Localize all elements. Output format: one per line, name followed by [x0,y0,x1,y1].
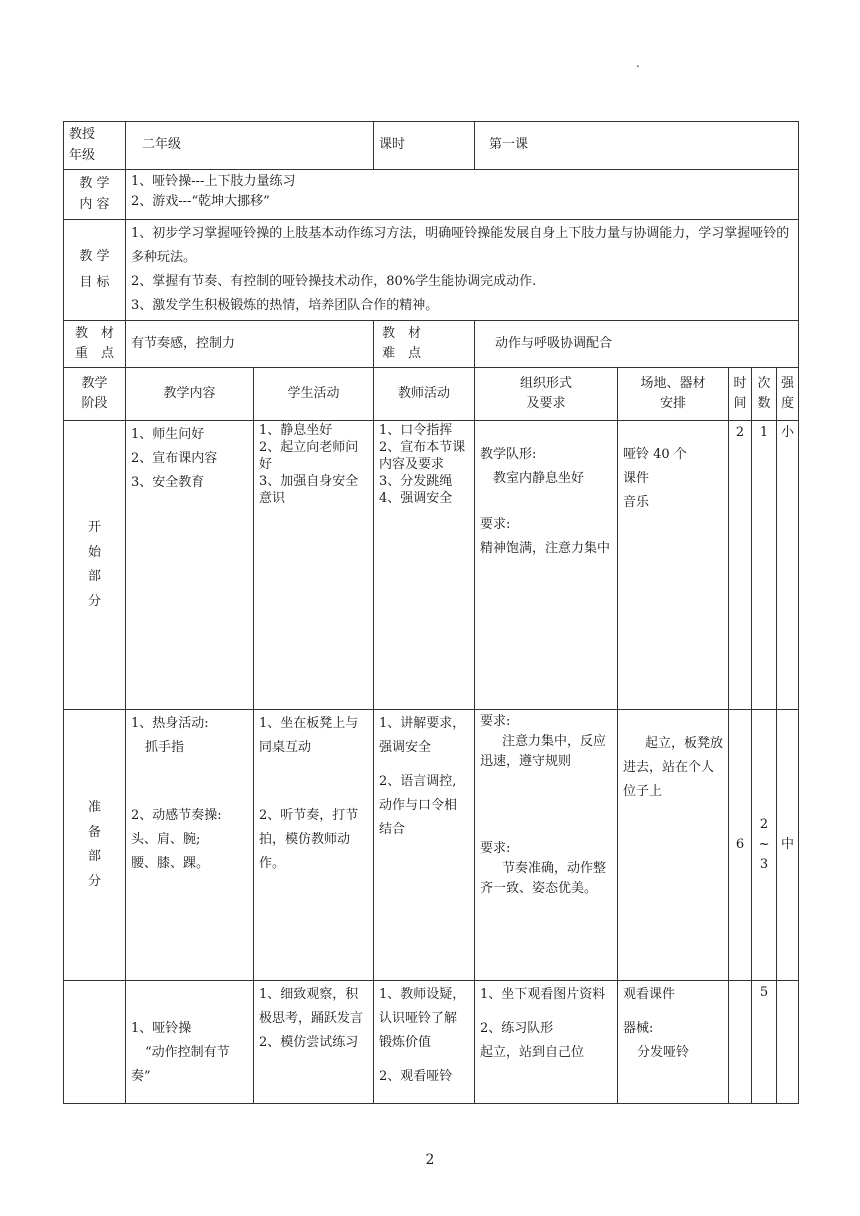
basic-student: 1、细致观察，积极思考，踊跃发言 2、模仿尝试练习 [254,981,374,1104]
header-venue: 场地、器材 安排 [618,368,729,421]
goals-row [64,220,799,321]
content-item: 2、游戏---“乾坤大挪移” [131,194,270,210]
header-org: 组织形式 及要求 [475,368,618,421]
start-venue: 哑铃 40 个 课件 音乐 [618,421,729,710]
goals-label: 教 学 目 标 [64,220,126,321]
prep-teacher: 1、讲解要求，强调安全 2、语言调控,动作与口令相结合 [374,710,475,981]
basic-stage-row [64,981,799,1104]
prep-stage-row [64,710,799,981]
prep-stage-name: 准 备 部 分 [64,710,126,981]
grade-label: 教授 年级 [64,122,126,170]
prep-intensity: 中 [777,710,799,981]
prep-time: 6 [729,710,752,981]
header-teacher: 教师活动 [374,368,475,421]
basic-venue: 观看课件 器械: 分发哑铃 [618,981,729,1104]
start-content: 1、师生问好 2、宣布课内容 3、安全教育 [126,421,254,710]
header-stage: 教学 阶段 [64,368,126,421]
header-count: 次 数 [752,368,777,421]
column-header-row [64,368,799,421]
basic-content: 1、哑铃操 “动作控制有节奏” [126,981,254,1104]
header-content: 教学内容 [126,368,254,421]
basic-org: 1、坐下观看图片资料 2、练习队形 起立，站到自己位 [475,981,618,1104]
difficulty-value: 动作与呼吸协调配合 [475,321,799,368]
key-point-label: 教 材 重 点 [64,321,126,368]
content-item: 1、哑铃操---上下肢力量练习 [131,174,296,189]
lesson-label: 课时 [374,122,475,170]
content-value [126,170,799,220]
start-time: 2 [729,421,752,710]
basic-teacher: 1、教师设疑，认识哑铃了解锻炼价值 2、观看哑铃 [374,981,475,1104]
goal-item: 2、掌握有节奏、有控制的哑铃操技术动作，80%学生能协调完成动作. [131,274,537,290]
goal-item: 3、激发学生积极锻炼的热情，培养团队合作的精神。 [131,298,439,314]
start-org: 教学队形: 教室内静息坐好 要求: 精神饱满，注意力集中 [475,421,618,710]
page-number: 2 [425,1152,435,1168]
basic-intensity [777,981,799,1104]
start-stage-row [64,421,799,710]
key-point-value: 有节奏感，控制力 [126,321,374,368]
basic-count: 5 [752,981,777,1104]
difficulty-label: 教 材 难 点 [374,321,475,368]
header-student: 学生活动 [254,368,374,421]
start-count: 1 [752,421,777,710]
goal-item: 1、初步学习掌握哑铃操的上肢基本动作练习方法，明确哑铃操能发展自身上下肢力量与协调能力，学习掌握哑铃的多种玩法。 [131,226,790,266]
header-time: 时 间 [729,368,752,421]
basic-time [729,981,752,1104]
content-label: 教 学 内 容 [64,170,126,220]
start-intensity: 小 [777,421,799,710]
basic-stage-name [64,981,126,1104]
focus-row [64,321,799,368]
grade-row [64,122,799,170]
grade-value: 二年级 [126,122,374,170]
start-teacher: 1、口令指挥 2、宣布本节课内容及要求 3、分发跳绳 4、强调安全 [374,421,475,710]
prep-count: 2 ~ 3 [752,710,777,981]
lesson-plan-table [63,121,799,1104]
header-intensity: 强 度 [777,368,799,421]
prep-content: 1、热身活动: 抓手指 2、动感节奏操: 头、肩、腕; 腰、膝、踝。 [126,710,254,981]
header-dot: . [636,56,640,70]
goals-value [126,220,799,321]
content-row [64,170,799,220]
start-student: 1、静息坐好 2、起立向老师问好 3、加强自身安全意识 [254,421,374,710]
prep-venue: 起立，板凳放进去，站在个人位子上 [618,710,729,981]
start-stage-name: 开 始 部 分 [64,421,126,710]
lesson-value: 第一课 [475,122,799,170]
prep-org: 要求: 注意力集中，反应迅速，遵守规则 要求: 节奏准确，动作整齐一致、姿态优美。 [475,710,618,981]
prep-student: 1、坐在板凳上与同桌互动 2、听节奏，打节拍，模仿教师动作。 [254,710,374,981]
